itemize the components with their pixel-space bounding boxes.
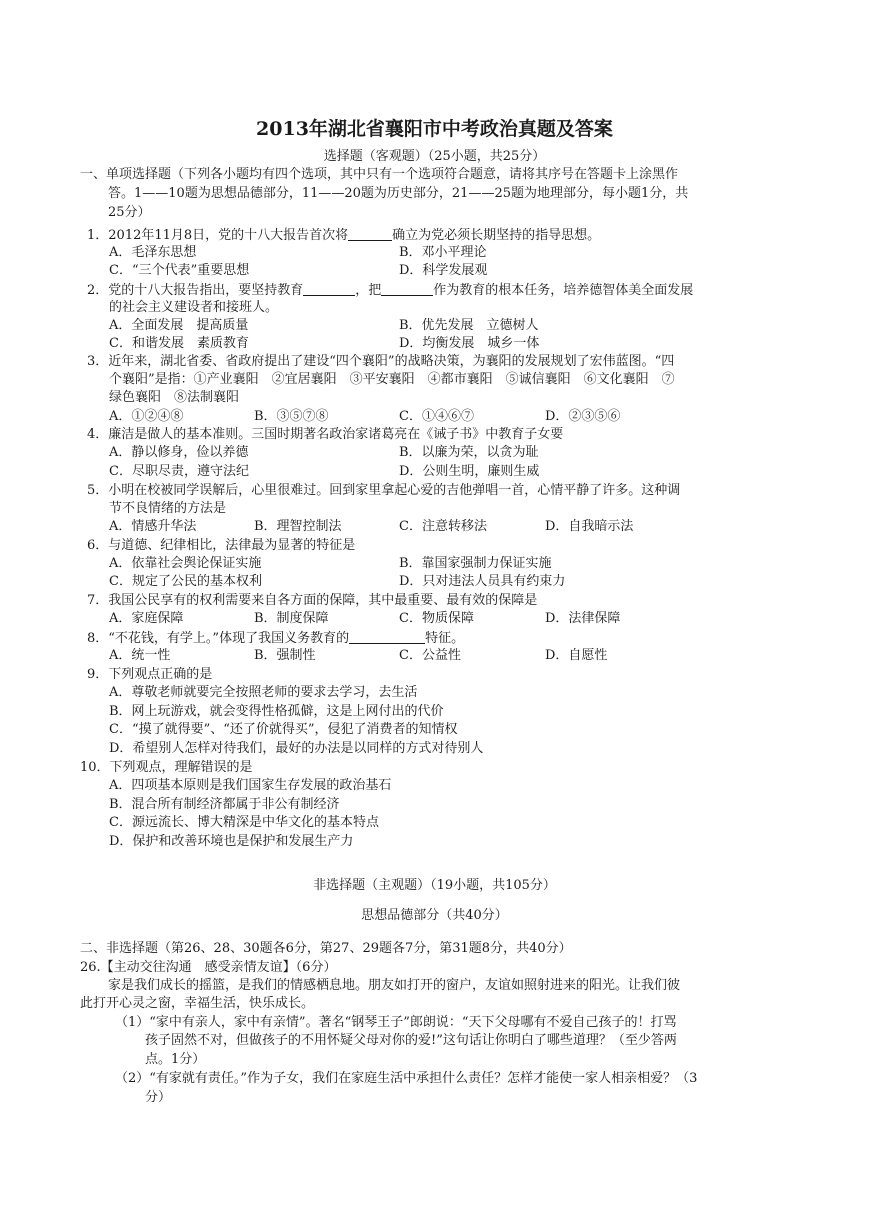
question-26-sub1-line2: 孩子固然不对，但做孩子的不用怀疑父母对你的爱!”这句话让你明白了哪些道理？（至少答两 — [145, 1033, 677, 1048]
q9-option-a: A．尊敬老师就要完全按照老师的要求去学习，去生活 — [109, 685, 418, 700]
q6-option-a: A．依靠社会舆论保证实施 — [109, 556, 262, 571]
question-5-line1: 5．小明在校被同学误解后，心里很难过。回到家里拿起心爱的吉他弹唱一首，心情平静了许多。这种调 — [87, 483, 681, 498]
question-1-text-pre: 1．2012年11月8日，党的十八大报告首次将 — [87, 228, 349, 243]
question-8 — [87, 629, 464, 648]
question-2-text-pre: 2．党的十八大报告指出，要坚持教育 — [87, 283, 304, 298]
question-26-paragraph-line1: 家是我们成长的摇篮，是我们的情感栖息地。朋友如打开的窗户，友谊如照射进来的阳光。让我们彼 — [108, 978, 681, 993]
question-26-sub1-line1: （1）“家中有亲人，家中有亲情”。著名“钢琴王子”郎朗说：“天下父母哪有不爱自己孩子的！打骂 — [115, 1015, 677, 1030]
question-3-line3: 绿色襄阳 ⑧法制襄阳 — [109, 390, 240, 405]
question-7-line1: 7．我国公民享有的权利需要来自各方面的保障，其中最重要、最有效的保障是 — [87, 593, 538, 608]
q6-option-d: D．只对违法人员具有约束力 — [399, 574, 566, 589]
section1-instructions-line2: 答。1——10题为思想品德部分，11——20题为历史部分，21——25题为地理部分，每小题1分，共 — [108, 186, 689, 201]
q8-option-a: A．统一性 — [109, 648, 171, 663]
question-26-paragraph-line2: 此打开心灵之窗，幸福生活，快乐成长。 — [80, 996, 315, 1011]
question-2-text-mid: ，把 — [355, 283, 382, 298]
q8-option-b: B．强制性 — [254, 648, 316, 663]
q10-option-a: A．四项基本原则是我们国家生存发展的政治基石 — [109, 778, 392, 793]
q6-option-c: C．规定了公民的基本权利 — [109, 574, 262, 589]
q5-option-c: C．注意转移法 — [399, 519, 487, 534]
q1-option-c: C．“三个代表”重要思想 — [109, 263, 250, 278]
q7-option-b: B．制度保障 — [254, 611, 329, 626]
q4-option-d: D．公则生明，廉则生威 — [399, 464, 540, 479]
q1-option-a: A．毛泽东思想 — [109, 245, 197, 260]
question-1-text-post: 确立为党必须长期坚持的指导思想。 — [392, 228, 601, 243]
question-26-title: 26.【主动交往沟通 感受亲情友谊】（6分） — [80, 960, 337, 975]
question-10-line1: 10．下列观点，理解错误的是 — [80, 760, 253, 775]
section1-instructions-line3: 25分） — [108, 205, 151, 220]
answer-blank — [303, 281, 355, 296]
part2-subheader: 思想品德部分（共40分） — [361, 908, 508, 923]
q2-option-c: C．和谐发展 素质教育 — [109, 336, 249, 351]
q7-option-c: C．物质保障 — [399, 611, 474, 626]
q7-option-d: D．法律保障 — [545, 611, 621, 626]
q3-option-a: A．①②④⑧ — [109, 409, 184, 424]
q2-option-b: B．优先发展 立德树人 — [399, 318, 539, 333]
q4-option-a: A．静以修身，俭以养德 — [109, 445, 249, 460]
question-5-line2: 节不良情绪的方法是 — [109, 501, 227, 516]
q9-option-d: D．希望别人怎样对待我们，最好的办法是以同样的方式对待别人 — [109, 741, 484, 756]
question-26-sub2-line2: 分） — [145, 1090, 172, 1105]
q9-option-b: B．网上玩游戏，就会变得性格孤僻，这是上网付出的代价 — [109, 704, 444, 719]
question-2 — [87, 281, 693, 300]
q4-option-b: B．以廉为荣，以贪为耻 — [399, 445, 539, 460]
q7-option-a: A．家庭保障 — [109, 611, 184, 626]
question-26-sub1-line3: 点。1分） — [145, 1052, 206, 1067]
question-9-line1: 9．下列观点正确的是 — [87, 667, 213, 682]
question-6-line1: 6．与道德、纪律相比，法律最为显著的特征是 — [87, 538, 356, 553]
q5-option-a: A．情感升华法 — [109, 519, 197, 534]
answer-blank — [348, 226, 392, 241]
q9-option-c: C．“摸了就得要”、“还了价就得买”，侵犯了消费者的知情权 — [109, 722, 458, 737]
question-4-line1: 4．廉洁是做人的基本准则。三国时期著名政治家诸葛亮在《诫子书》中教育子女要 — [87, 427, 564, 442]
question-8-text-post: 特征。 — [425, 631, 465, 646]
q5-option-b: B．理智控制法 — [254, 519, 342, 534]
answer-blank — [381, 281, 433, 296]
q3-option-d: D．②③⑤⑥ — [545, 409, 621, 424]
question-26-sub2-line1: （2）“有家就有责任。”作为子女，我们在家庭生活中承担什么责任？怎样才能使一家人相亲相爱？（3 — [115, 1071, 698, 1086]
question-1 — [87, 226, 600, 245]
q10-option-b: B．混合所有制经济都属于非公有制经济 — [109, 797, 340, 812]
q3-option-b: B．③⑤⑦⑧ — [254, 409, 329, 424]
section1-instructions-line1: 一、单项选择题（下列各小题均有四个选项，其中只有一个选项符合题意，请将其序号在答题卡上涂黑作 — [80, 167, 679, 182]
q6-option-b: B．靠国家强制力保证实施 — [399, 556, 552, 571]
q3-option-c: C．①④⑥⑦ — [399, 409, 474, 424]
q4-option-c: C．尽职尽责，遵守法纪 — [109, 464, 249, 479]
answer-blank — [349, 629, 425, 644]
question-3-line1: 3．近年来，湖北省委、省政府提出了建设“四个襄阳”的战略决策，为襄阳的发展规划了宏伟蓝图。“四 — [87, 354, 675, 369]
q8-option-d: D．自愿性 — [545, 648, 608, 663]
question-3-line2: 个襄阳”是指：①产业襄阳 ②宜居襄阳 ③平安襄阳 ④都市襄阳 ⑤诚信襄阳 ⑥文化襄阳 ⑦ — [109, 372, 675, 387]
question-2-text-post: 作为教育的根本任务，培养德智体美全面发展 — [433, 283, 694, 298]
section2-instructions: 二、非选择题（第26、28、30题各6分，第27、29题各7分，第31题8分，共40分） — [80, 941, 572, 956]
q2-option-a: A．全面发展 提高质量 — [109, 318, 249, 333]
question-2-line2: 的社会主义建设者和接班人。 — [109, 300, 279, 315]
q5-option-d: D．自我暗示法 — [545, 519, 634, 534]
q1-option-b: B．邓小平理论 — [399, 245, 487, 260]
question-8-text-pre: 8．“不花钱，有学上。”体现了我国义务教育的 — [87, 631, 350, 646]
q8-option-c: C．公益性 — [399, 648, 461, 663]
q10-option-d: D．保护和改善环境也是保护和发展生产力 — [109, 834, 354, 849]
part2-header: 非选择题（主观题）（19小题，共105分） — [313, 878, 556, 893]
document-title: 2013年湖北省襄阳市中考政治真题及答案 — [256, 118, 613, 140]
q1-option-d: D．科学发展观 — [399, 263, 488, 278]
part1-header: 选择题（客观题）（25小题，共25分） — [323, 149, 546, 164]
q10-option-c: C．源远流长、博大精深是中华文化的基本特点 — [109, 815, 379, 830]
q2-option-d: D．均衡发展 城乡一体 — [399, 336, 540, 351]
